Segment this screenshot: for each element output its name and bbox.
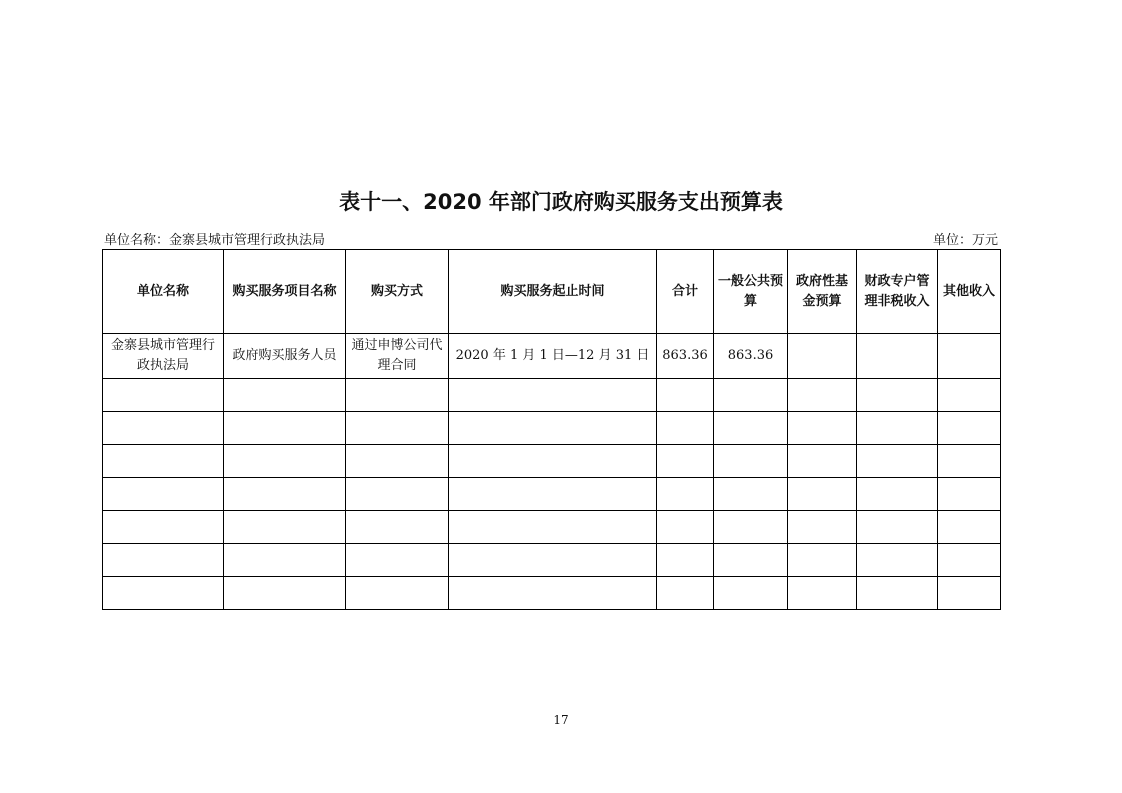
header-general-budget: 一般公共预算 [714, 250, 788, 334]
header-period: 购买服务起止时间 [449, 250, 657, 334]
unit-name-label: 单位名称：金寨县城市管理行政执法局 [104, 233, 326, 248]
empty-table-row [103, 478, 1001, 511]
cell-unit-name: 金寨县城市管理行政执法局 [103, 334, 224, 379]
budget-table [102, 249, 1001, 610]
header-fund-budget: 政府性基金预算 [788, 250, 857, 334]
table-header-row [103, 250, 1001, 334]
cell-project-name: 政府购买服务人员 [224, 334, 346, 379]
empty-table-row [103, 544, 1001, 577]
cell-purchase-method: 通过申博公司代理合同 [346, 334, 449, 379]
header-nontax-income: 财政专户管理非税收入 [857, 250, 938, 334]
header-project-name: 购买服务项目名称 [224, 250, 346, 334]
cell-total: 863.36 [657, 334, 714, 379]
cell-period: 2020 年 1 月 1 日—12 月 31 日 [449, 334, 657, 379]
cell-other-income [938, 334, 1001, 379]
empty-table-row [103, 445, 1001, 478]
empty-table-row [103, 379, 1001, 412]
header-purchase-method: 购买方式 [346, 250, 449, 334]
header-other-income: 其他收入 [938, 250, 1001, 334]
empty-table-row [103, 511, 1001, 544]
currency-unit-label: 单位：万元 [932, 233, 998, 248]
header-total: 合计 [657, 250, 714, 334]
cell-fund-budget [788, 334, 857, 379]
table-row [103, 334, 1001, 379]
page-number: 17 [553, 713, 569, 727]
empty-table-row [103, 577, 1001, 610]
cell-nontax-income [857, 334, 938, 379]
header-unit-name: 单位名称 [103, 250, 224, 334]
page-title: 表十一、2020 年部门政府购买服务支出预算表 [339, 190, 783, 214]
cell-general-budget: 863.36 [714, 334, 788, 379]
empty-table-row [103, 412, 1001, 445]
